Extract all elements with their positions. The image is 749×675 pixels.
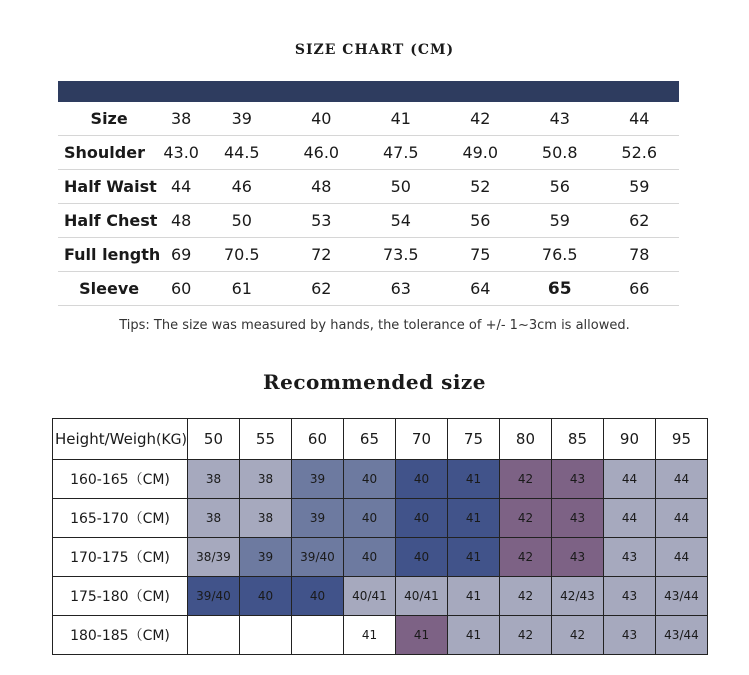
size-cell: 42	[441, 102, 520, 136]
weight-header: 75	[447, 419, 499, 460]
size-recommendation-cell: 41	[447, 538, 499, 577]
measure-label: Shoulder	[58, 136, 160, 170]
measure-cell: 69	[160, 238, 202, 272]
measure-cell: 46	[202, 170, 281, 204]
weight-header-row	[53, 419, 708, 460]
size-cell: 39	[202, 102, 281, 136]
measure-cell: 73.5	[361, 238, 440, 272]
height-label: 170-175（CM)	[53, 538, 188, 577]
measure-label: Half Chest	[58, 204, 160, 238]
size-recommendation-cell: 39/40	[187, 577, 239, 616]
measure-cell: 48	[160, 204, 202, 238]
measure-cell: 61	[202, 272, 281, 306]
size-recommendation-cell: 44	[655, 460, 707, 499]
measure-label: Sleeve	[58, 272, 160, 306]
measure-cell: 70.5	[202, 238, 281, 272]
size-recommendation-cell: 38	[187, 460, 239, 499]
measure-cell: 72	[282, 238, 361, 272]
size-recommendation-cell: 43	[603, 616, 655, 655]
measure-label: Full length	[58, 238, 160, 272]
measure-cell: 62	[282, 272, 361, 306]
height-label: 180-185（CM)	[53, 616, 188, 655]
recommended-size-title: Recommended size	[262, 370, 487, 394]
size-recommendation-cell: 44	[603, 499, 655, 538]
size-recommendation-cell: 41	[343, 616, 395, 655]
measure-cell: 56	[441, 204, 520, 238]
size-recommendation-cell: 38/39	[187, 538, 239, 577]
measure-cell: 54	[361, 204, 440, 238]
corner-unit: (KG)	[156, 432, 187, 448]
size-recommendation-cell: 42	[499, 538, 551, 577]
size-recommendation-cell: 38	[239, 499, 291, 538]
measure-cell: 63	[361, 272, 440, 306]
measure-cell: 44.5	[202, 136, 281, 170]
weight-header: 65	[343, 419, 395, 460]
size-recommendation-cell: 44	[603, 460, 655, 499]
measure-cell: 56	[520, 170, 599, 204]
weight-header: 55	[239, 419, 291, 460]
size-recommendation-cell: 40	[395, 460, 447, 499]
size-recommendation-cell: 39	[291, 499, 343, 538]
corner-header	[53, 419, 188, 460]
weight-header: 60	[291, 419, 343, 460]
height-row	[53, 460, 708, 499]
size-recommendation-cell: 42	[499, 577, 551, 616]
size-cell: 41	[361, 102, 440, 136]
size-cell: 44	[599, 102, 679, 136]
measure-row-sleeve	[58, 272, 679, 306]
measure-cell: 50.8	[520, 136, 599, 170]
size-recommendation-cell: 40	[343, 460, 395, 499]
tips-text: Tips: The size was measured by hands, the tolerance of +/- 1~3cm is allowed.	[119, 318, 630, 333]
measure-cell: 47.5	[361, 136, 440, 170]
size-recommendation-cell	[291, 616, 343, 655]
height-label: 165-170（CM)	[53, 499, 188, 538]
weight-header: 80	[499, 419, 551, 460]
size-recommendation-cell: 39	[239, 538, 291, 577]
measure-cell: 76.5	[520, 238, 599, 272]
measure-row-half-waist	[58, 170, 679, 204]
size-recommendation-cell: 40/41	[343, 577, 395, 616]
size-recommendation-cell: 42/43	[551, 577, 603, 616]
measure-cell: 43.0	[160, 136, 202, 170]
height-label: 175-180（CM)	[53, 577, 188, 616]
size-recommendation-cell: 41	[395, 616, 447, 655]
size-recommendation-cell: 40	[343, 538, 395, 577]
measure-cell: 50	[202, 204, 281, 238]
weight-header: 70	[395, 419, 447, 460]
measure-cell: 59	[520, 204, 599, 238]
size-recommendation-cell: 41	[447, 577, 499, 616]
height-row	[53, 538, 708, 577]
measure-cell: 52.6	[599, 136, 679, 170]
size-recommendation-cell: 40	[291, 577, 343, 616]
size-recommendation-cell: 43	[603, 577, 655, 616]
size-recommendation-cell: 43/44	[655, 616, 707, 655]
size-header-label: Size	[58, 102, 160, 136]
size-cell: 40	[282, 102, 361, 136]
size-recommendation-cell: 44	[655, 538, 707, 577]
size-cell: 38	[160, 102, 202, 136]
measure-cell: 65	[520, 272, 599, 306]
measure-row-half-chest	[58, 204, 679, 238]
measure-cell: 78	[599, 238, 679, 272]
measure-cell: 66	[599, 272, 679, 306]
size-recommendation-cell: 40	[395, 538, 447, 577]
size-chart-table	[58, 102, 679, 306]
size-recommendation-cell: 44	[655, 499, 707, 538]
measure-cell: 49.0	[441, 136, 520, 170]
size-recommendation-cell: 41	[447, 499, 499, 538]
size-recommendation-cell: 40	[343, 499, 395, 538]
size-recommendation-cell: 42	[499, 616, 551, 655]
height-row	[53, 577, 708, 616]
size-recommendation-cell: 39/40	[291, 538, 343, 577]
size-recommendation-cell: 38	[187, 499, 239, 538]
corner-label: Height/Weigh	[55, 430, 157, 448]
size-recommendation-cell: 42	[551, 616, 603, 655]
measure-cell: 46.0	[282, 136, 361, 170]
size-recommendation-cell: 41	[447, 460, 499, 499]
size-recommendation-cell: 43/44	[655, 577, 707, 616]
measure-label: Half Waist	[58, 170, 160, 204]
measure-cell: 59	[599, 170, 679, 204]
height-label: 160-165（CM)	[53, 460, 188, 499]
weight-header: 95	[655, 419, 707, 460]
measure-cell: 50	[361, 170, 440, 204]
size-recommendation-cell: 43	[551, 499, 603, 538]
height-row	[53, 616, 708, 655]
size-recommendation-cell: 39	[291, 460, 343, 499]
size-recommendation-cell: 40	[239, 577, 291, 616]
weight-header: 90	[603, 419, 655, 460]
height-row	[53, 499, 708, 538]
size-recommendation-cell: 41	[447, 616, 499, 655]
size-recommendation-cell: 43	[551, 538, 603, 577]
size-recommendation-cell: 43	[551, 460, 603, 499]
size-recommendation-cell: 42	[499, 499, 551, 538]
measure-cell: 48	[282, 170, 361, 204]
measure-row-shoulder	[58, 136, 679, 170]
weight-header: 50	[187, 419, 239, 460]
measure-cell: 60	[160, 272, 202, 306]
size-row	[58, 102, 679, 136]
size-recommendation-cell: 38	[239, 460, 291, 499]
measure-cell: 64	[441, 272, 520, 306]
measure-cell: 53	[282, 204, 361, 238]
measure-cell: 52	[441, 170, 520, 204]
size-recommendation-cell: 43	[603, 538, 655, 577]
measure-cell: 75	[441, 238, 520, 272]
measure-cell: 44	[160, 170, 202, 204]
recommended-size-table	[52, 418, 708, 655]
measure-cell: 62	[599, 204, 679, 238]
size-recommendation-cell	[239, 616, 291, 655]
size-cell: 43	[520, 102, 599, 136]
size-recommendation-cell	[187, 616, 239, 655]
size-recommendation-cell: 40	[395, 499, 447, 538]
size-recommendation-cell: 40/41	[395, 577, 447, 616]
header-bar	[58, 81, 679, 102]
size-chart-title: SIZE CHART (CM)	[294, 42, 455, 58]
weight-header: 85	[551, 419, 603, 460]
measure-row-full-length	[58, 238, 679, 272]
size-recommendation-cell: 42	[499, 460, 551, 499]
